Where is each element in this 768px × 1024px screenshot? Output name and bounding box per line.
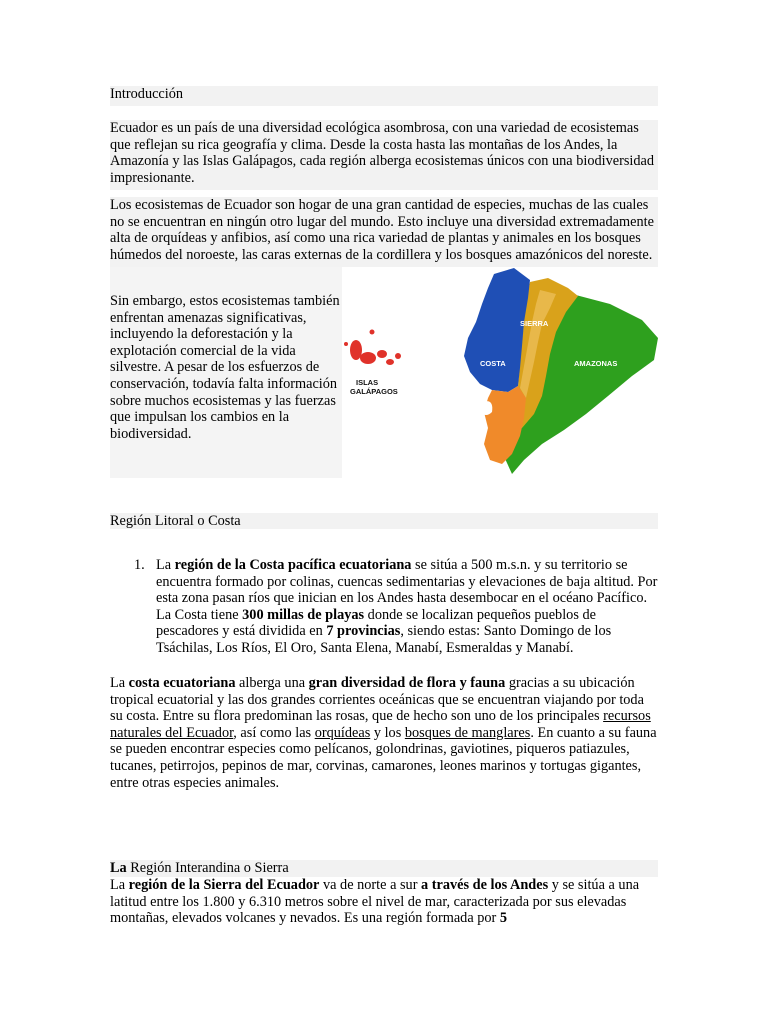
costa-para-text-6: . En cuanto a su fauna se pueden encontrar especies como pelícanos, golondrinas, gaviotines, piqueros patiazules, tucanes, petirrojos, pepinos de mar, corvinas, camarones, leones marinos y tortugas gigantes, entre otras especies animales. xyxy=(110,724,657,791)
sierra-heading-bold: La xyxy=(110,860,127,876)
intro-p3-text: Sin embargo, estos ecosistemas también enfrentan amenazas significativas, incluyendo la deforestación y la explotación comercial de la vida silvestre. A pesar de los esfuerzos de conservación, todavía falta información sobre muchos ecosistemas y las fuerzas que impulsan los cambios en la biodiversidad. xyxy=(110,293,340,442)
bosques-manglares-link[interactable]: bosques de manglares xyxy=(404,724,531,741)
costa-item-bold-3: 7 provincias xyxy=(326,623,401,640)
costa-item-bold-2: 300 millas de playas xyxy=(242,606,365,623)
costa-list-item xyxy=(110,557,658,657)
galapagos-islands-shape xyxy=(344,330,401,366)
costa-label: COSTA xyxy=(480,359,506,368)
costa-item-text-1: La xyxy=(156,557,175,573)
intro-paragraph-3 xyxy=(110,267,342,478)
gulf-inlet-shape xyxy=(480,401,492,415)
costa-para-text-4: , así como las xyxy=(233,724,315,741)
galapagos-label-text: GALÁPAGOS xyxy=(350,387,398,396)
intro-paragraph-2 xyxy=(110,197,658,267)
intro-p1-text: Ecuador es un país de una diversidad ecológica asombrosa, con una variedad de ecosistemas que reflejan su rica geografía y clima. Desde la costa hasta las montañas de los Andes, la Amazonía y las Islas Galápagos, cada región alberga ecosistemas únicos con una biodiversidad impresionante. xyxy=(110,120,655,186)
ecuador-regions-map xyxy=(342,268,672,483)
intro-heading: Introducción xyxy=(110,86,184,102)
costa-para-text-2: alberga una xyxy=(235,675,309,691)
costa-item-text-3: donde se localizan pequeños pueblos de pescadores y está dividida en xyxy=(156,606,596,640)
sierra-heading-row xyxy=(110,860,658,877)
list-item-number: 1. xyxy=(134,557,145,573)
sierra-paragraph xyxy=(110,877,658,927)
costa-para-text-3: gracias a su ubicación tropical ecuatorial y las dos grandes corrientes oceánicas que se encuentran viajando por toda su costa. Entre su flora predominan las rosas, que de hecho son uno de los principales xyxy=(110,675,644,725)
sierra-para-bold-1: región de la Sierra del Ecuador xyxy=(128,877,320,893)
orquideas-link[interactable]: orquídeas xyxy=(314,724,371,741)
intro-heading-row xyxy=(110,86,658,106)
costa-item-bold-1: región de la Costa pacífica ecuatoriana xyxy=(174,557,412,573)
sierra-para-text-2: va de norte a sur xyxy=(319,877,422,893)
sierra-para-bold-3: 5 xyxy=(499,910,508,927)
amazonas-label: AMAZONAS xyxy=(574,359,618,368)
sierra-para-bold-2: a través de los Andes xyxy=(421,877,549,893)
costa-para-bold-1: costa ecuatoriana xyxy=(128,675,236,691)
costa-heading-row xyxy=(110,513,658,529)
costa-list xyxy=(110,557,658,657)
sierra-heading-text: Región Interandina o Sierra xyxy=(126,860,289,876)
costa-paragraph xyxy=(110,675,658,791)
sierra-heading xyxy=(110,860,658,877)
sierra-label: SIERRA xyxy=(520,319,549,328)
islas-label: ISLAS xyxy=(356,378,379,387)
recursos-naturales-link[interactable]: recursos naturales del Ecuador xyxy=(110,708,651,741)
costa-para-bold-2: gran diversidad de flora y fauna xyxy=(308,675,506,691)
sierra-para-text-3: y se sitúa a una latitud entre los 1.800 y 6.310 metros sobre el nivel de mar, caracterizada por sus elevadas montañas, elevados volcanes y nevados. Es una región formada por xyxy=(110,877,640,927)
costa-item-text-2: se sitúa a 500 m.s.n. y su territorio se encuentra formado por colinas, cuencas sedimentarias y elevaciones de baja altitud. Por esta zona pasan ríos que inician en los Andes hasta desembocar en el océano Pacífico. La Costa tiene xyxy=(156,557,658,623)
costa-para-text-5: y los xyxy=(370,724,405,741)
intro-paragraph-1 xyxy=(110,120,658,190)
costa-para-text-1: La xyxy=(110,675,129,691)
costa-item-text-4: , siendo estas: Santo Domingo de los Tsáchilas, Los Ríos, El Oro, Santa Elena, Manabí, Esmeraldas y Manabí. xyxy=(156,623,612,656)
costa-heading: Región Litoral o Costa xyxy=(110,513,241,529)
intro-p2-text: Los ecosistemas de Ecuador son hogar de una gran cantidad de especies, muchas de las cuales no se encuentran en ningún otro lugar del mundo. Esto incluye una diversidad extremadamente alta de orquídeas y anfibios, así como una rica variedad de plantas y animales en los bosques húmedos del noroeste, las caras externas de la cordillera y los bosques amazónicos del noreste. xyxy=(110,197,654,263)
sierra-para-text-1: La xyxy=(110,877,129,893)
